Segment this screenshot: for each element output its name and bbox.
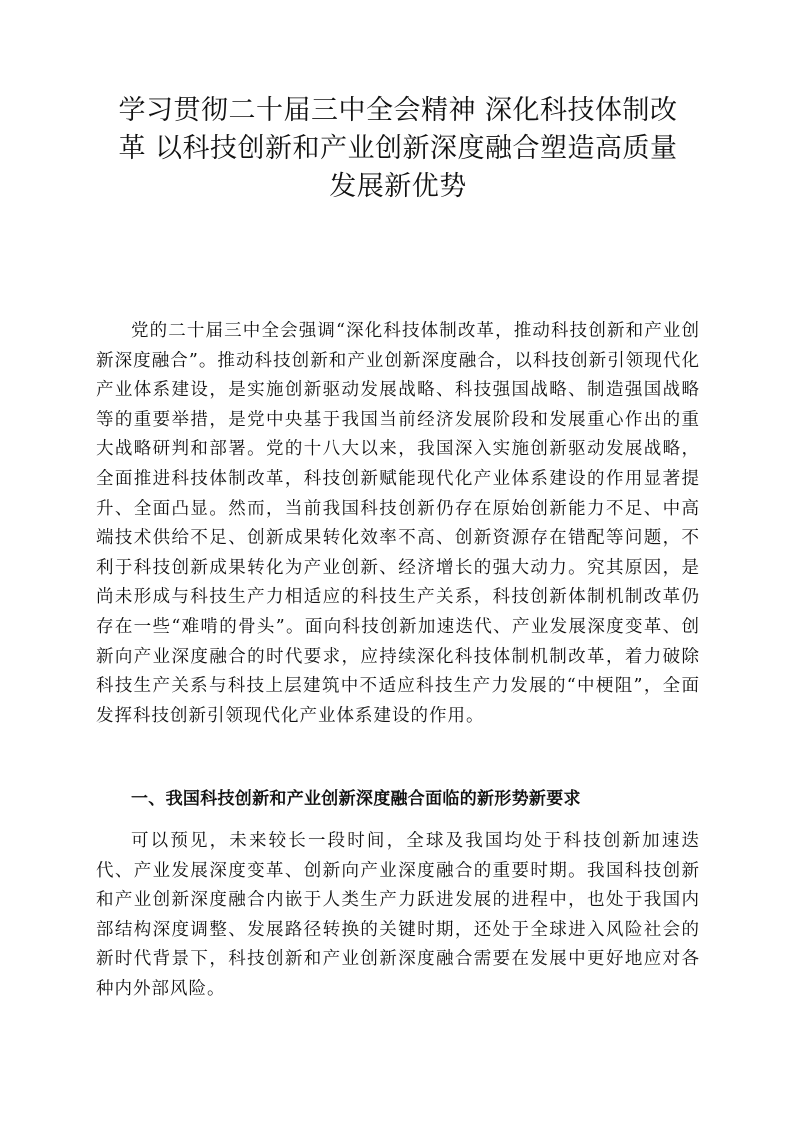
title-line: 发展新优势 — [329, 171, 467, 202]
body-paragraph: 可以预见，未来较长一段时间，全球及我国均处于科技创新加速迭代、产业发展深度变革、创新向产业深度融合的重要时期。我国科技创新和产业创新深度融合内嵌于人类生产力跃进发展的进程中，也处于我国内部结构深度调整、发展路径转换的关键时期，还处于全球进入风险社会的新时代背景下，科技创新和产业创新深度融合需要在发展中更好地应对各种内外部风险。 — [96, 831, 700, 999]
body-paragraph: 党的二十届三中全会强调“深化科技体制改革，推动科技创新和产业创新深度融合”。推动科技创新和产业创新深度融合，以科技创新引领现代化产业体系建设，是实施创新驱动发展战略、科技强国战略、制造强国战略等的重要举措，是党中央基于我国当前经济发展阶段和发展重心作出的重大战略研判和部署。党的十八大以来，我国深入实施创新驱动发展战略，全面推进科技体制改革，科技创新赋能现代化产业体系建设的作用显著提升、全面凸显。然而，当前我国科技创新仍存在原始创新能力不足、中高端技术供给不足、创新成果转化效率不高、创新资源存在错配等问题，不利于科技创新成果转化为产业创新、经济增长的强大动力。究其原因，是尚未形成与科技生产力相适应的科技生产关系，科技创新体制机制改革仍存在一些“难啃的骨头”。面向科技创新加速迭代、产业发展深度变革、创新向产业深度融合的时代要求，应持续深化科技体制机制改革，着力破除科技生产关系与科技上层建筑中不适应科技生产力发展的“中梗阻”，全面发挥科技创新引领现代化产业体系建设的作用。 — [96, 321, 700, 726]
title-line: 学习贯彻二十届三中全会精神 深化科技体制改 — [118, 95, 678, 126]
title-line: 革 以科技创新和产业创新深度融合塑造高质量 — [118, 133, 678, 164]
document-title — [96, 92, 700, 206]
section-heading: 一、我国科技创新和产业创新深度融合面临的新形势新要求 — [131, 789, 581, 809]
